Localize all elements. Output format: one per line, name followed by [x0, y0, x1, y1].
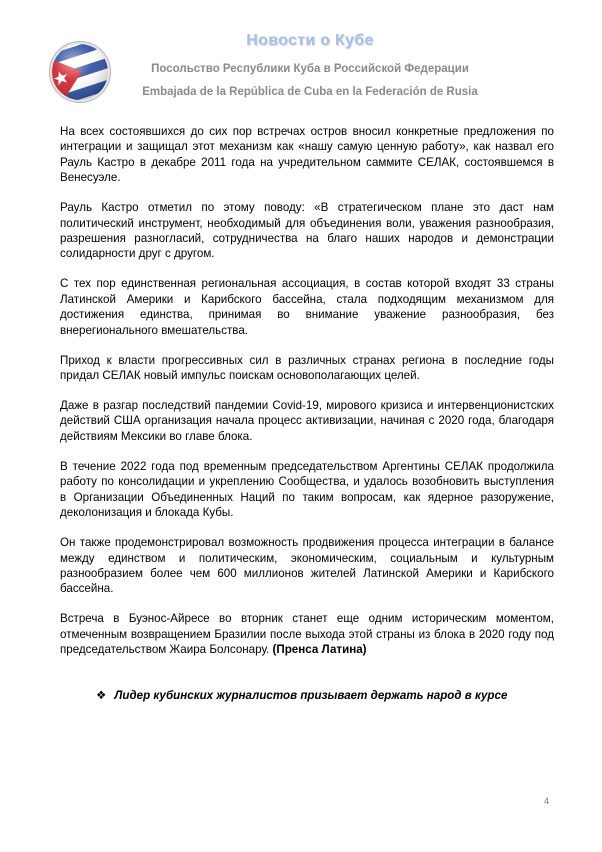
- article-body: [60, 124, 554, 672]
- paragraph: На всех состоявшихся до сих пор встречах остров вносил конкретные предложения по интеграции и защищал этот механизм как «нашу самую ценную работу», как назвал его Рауль Кастро в декабре 2011 года на учредительном саммите СЕЛАК, состоявшемся в Венесуэле.: [60, 125, 554, 185]
- page-number: 4: [544, 796, 550, 806]
- paragraph: С тех пор единственная региональная ассоциация, в состав которой входят 33 страны Латинской Америки и Карибского бассейна, стала подходящим механизмом для достижения единства, принимая во внимание уважение разнообразия, без внерегионального вмешательства.: [60, 277, 554, 337]
- paragraph: В течение 2022 года под временным председательством Аргентины СЕЛАК продолжила работу по консолидации и укреплению Сообщества, и удалось возобновить выступления в Организации Объединенных Наций по таким вопросам, как ядерное разоружение, деколонизация и блокада Кубы.: [60, 459, 554, 520]
- embassy-name-russian: Посольство Республики Куба в Российской Федерации: [151, 63, 469, 75]
- last-paragraph: [60, 611, 554, 657]
- embassy-name-spanish: Embajada de la República de Cuba en la Federación de Rusia: [142, 86, 478, 98]
- paragraph: Даже в разгар последствий пандемии Covid-19, мирового кризиса и интервенционистских действий США организация начала процесс активизации, начиная с 2020 года, благодаря действиям Мексики во главе блока.: [60, 399, 554, 443]
- diamond-bullet-icon: ❖: [96, 689, 107, 702]
- paragraph: Он также продемонстрировал возможность продвижения процесса интеграции в балансе между единством и политическим, экономическим, социальным и культурным разнообразием более чем 600 миллионов жителей Латинской Америки и Карибского бассейна.: [60, 536, 554, 596]
- last-paragraph-text: Встреча в Буэнос-Айресе во вторник станет еще одним историческим моментом, отмеченным возвращением Бразилии после выхода этой страны из блока в 2020 году под председательством Жаира Болсонару.: [60, 612, 554, 657]
- headline-text: Лидер кубинских журналистов призывает держать народ в курсе: [114, 689, 508, 702]
- source-credit: (Пренса Латина): [272, 643, 367, 657]
- cuban-flag-sphere-icon: [48, 40, 112, 104]
- next-article-headline: [96, 688, 507, 702]
- paragraph: Приход к власти прогрессивных сил в различных странах региона в последние годы придал СЕЛАК новый импульс поискам основополагающих целей.: [60, 353, 554, 383]
- page-header: [0, 0, 602, 110]
- header-title: Новости о Кубе: [246, 32, 374, 49]
- paragraph: Рауль Кастро отметил по этому поводу: «В стратегическом плане это даст нам политический инструмент, необходимый для объединения воли, уважения разнообразия, разрешения разногласий, сотрудничества на благо наших народов и демонстрации солидарности друг с другом.: [60, 201, 554, 261]
